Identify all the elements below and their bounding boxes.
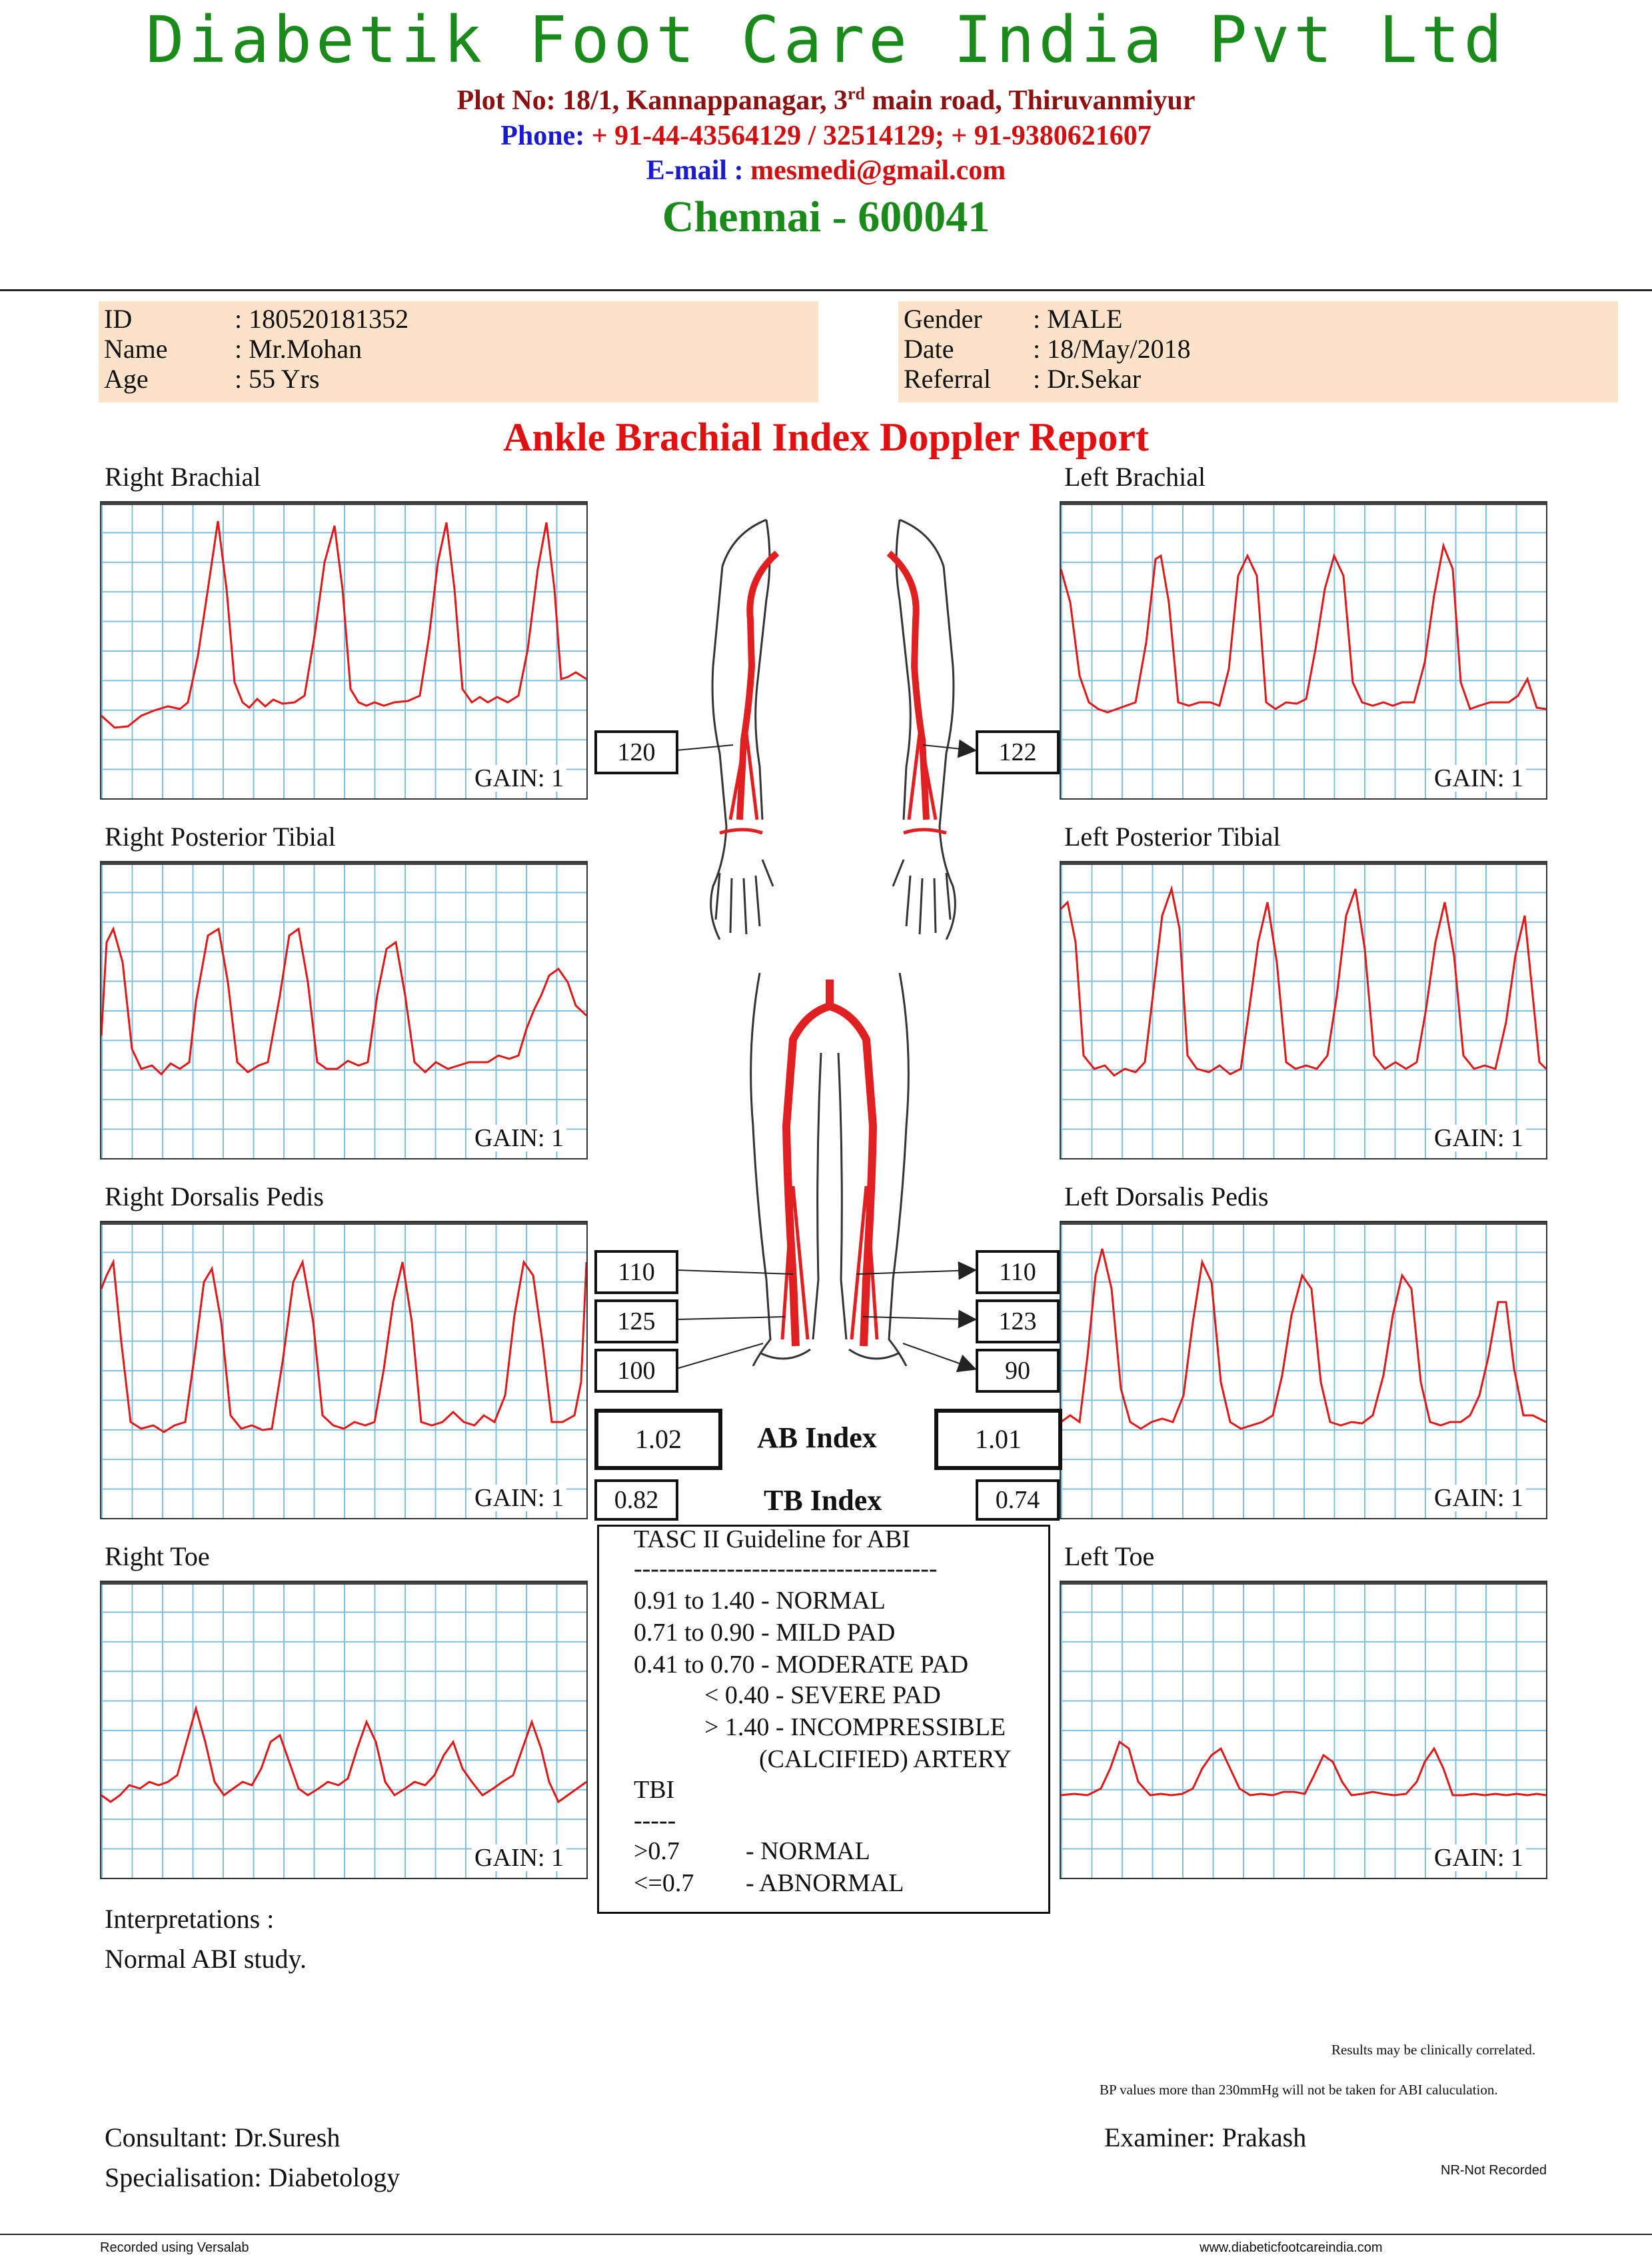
website: www.diabeticfootcareindia.com bbox=[1200, 2240, 1383, 2255]
city: Chennai - 600041 bbox=[662, 193, 990, 241]
gain-label: GAIN: 1 bbox=[1431, 1125, 1526, 1151]
interpretation-label: Interpretations : bbox=[105, 1904, 275, 1934]
company-name: Diabetik Foot Care India Pvt Ltd bbox=[145, 3, 1507, 77]
label-left-toe: Left Toe bbox=[1064, 1541, 1155, 1571]
pressure-right-pt: 110 bbox=[594, 1250, 678, 1294]
pressure-right-toe: 100 bbox=[594, 1349, 678, 1393]
patient-id: : 180520181352 bbox=[235, 304, 409, 334]
ab-index-left: 1.01 bbox=[934, 1409, 1062, 1470]
tb-index-right: 0.82 bbox=[594, 1479, 678, 1521]
patient-info-right: Gender : MALE Date : 18/May/2018 Referral : Dr.Sekar bbox=[898, 301, 1618, 402]
gain-label: GAIN: 1 bbox=[1431, 1485, 1526, 1511]
tb-index-left: 0.74 bbox=[976, 1479, 1060, 1521]
email-line: E-mail : mesmedi@gmail.com bbox=[646, 155, 1006, 186]
specialisation: Specialisation: Diabetology bbox=[105, 2162, 401, 2192]
label-right-dp: Right Dorsalis Pedis bbox=[105, 1181, 324, 1211]
label-left-dp: Left Dorsalis Pedis bbox=[1064, 1181, 1269, 1211]
recorded-using: Recorded using Versalab bbox=[100, 2240, 249, 2255]
tasc-guideline-box: TASC II Guideline for ABI ------------------------------------ 0.91 to 1.40 - NORMAL 0.71 to 0.90 - MILD PAD 0.41 to 0.70 - MODERATE PAD < 0.40 - SEVERE PAD > 1.40 - INCOMPRESSIBLE (CALCIFIED) ARTERY TBI ----- >0.7 - NORMAL <=0.7 - ABNORMAL bbox=[597, 1525, 1050, 1914]
address: Plot No: 18/1, Kannappanagar, 3rd main road, Thiruvanmiyur bbox=[456, 84, 1196, 116]
pressure-left-pt: 110 bbox=[976, 1250, 1060, 1294]
note-correlated: Results may be clinically correlated. bbox=[1331, 2042, 1536, 2058]
examiner: Examiner: Prakash bbox=[1104, 2122, 1307, 2152]
patient-info-left: ID : 180520181352 Name : Mr.Mohan Age : 55 Yrs bbox=[99, 301, 818, 402]
patient-name: : Mr.Mohan bbox=[235, 334, 363, 364]
consultant: Consultant: Dr.Suresh bbox=[105, 2122, 341, 2152]
patient-gender: : MALE bbox=[1033, 304, 1123, 334]
tb-index-label: TB Index bbox=[764, 1484, 882, 1517]
gain-label: GAIN: 1 bbox=[472, 1845, 566, 1871]
phone-line: Phone: + 91-44-43564129 / 32514129; + 91-9380621607 bbox=[500, 121, 1152, 151]
report-date: : 18/May/2018 bbox=[1033, 334, 1191, 364]
label-right-toe: Right Toe bbox=[105, 1541, 210, 1571]
gain-label: GAIN: 1 bbox=[1431, 765, 1526, 792]
pressure-right-brachial: 120 bbox=[594, 730, 678, 774]
footer-divider bbox=[0, 2234, 1652, 2235]
pressure-left-toe: 90 bbox=[976, 1349, 1060, 1393]
patient-age: : 55 Yrs bbox=[235, 364, 320, 394]
label-left-pt: Left Posterior Tibial bbox=[1064, 822, 1281, 852]
pressure-left-brachial: 122 bbox=[976, 730, 1060, 774]
label-left-brachial: Left Brachial bbox=[1064, 462, 1206, 492]
label-right-brachial: Right Brachial bbox=[105, 462, 261, 492]
ab-index-label: AB Index bbox=[757, 1421, 877, 1454]
interpretation-text: Normal ABI study. bbox=[105, 1944, 307, 1974]
gain-label: GAIN: 1 bbox=[472, 1125, 566, 1151]
gain-label: GAIN: 1 bbox=[472, 1485, 566, 1511]
label-right-pt: Right Posterior Tibial bbox=[105, 822, 336, 852]
report-title: Ankle Brachial Index Doppler Report bbox=[503, 415, 1149, 459]
gain-label: GAIN: 1 bbox=[1431, 1845, 1526, 1871]
gain-label: GAIN: 1 bbox=[472, 765, 566, 792]
referral: : Dr.Sekar bbox=[1033, 364, 1142, 394]
ab-index-right: 1.02 bbox=[594, 1409, 722, 1470]
pressure-left-dp: 123 bbox=[976, 1299, 1060, 1343]
note-bp-limit: BP values more than 230mmHg will not be taken for ABI caluculation. bbox=[1100, 2082, 1498, 2098]
nr-note: NR-Not Recorded bbox=[1441, 2163, 1547, 2178]
pressure-right-dp: 125 bbox=[594, 1299, 678, 1343]
